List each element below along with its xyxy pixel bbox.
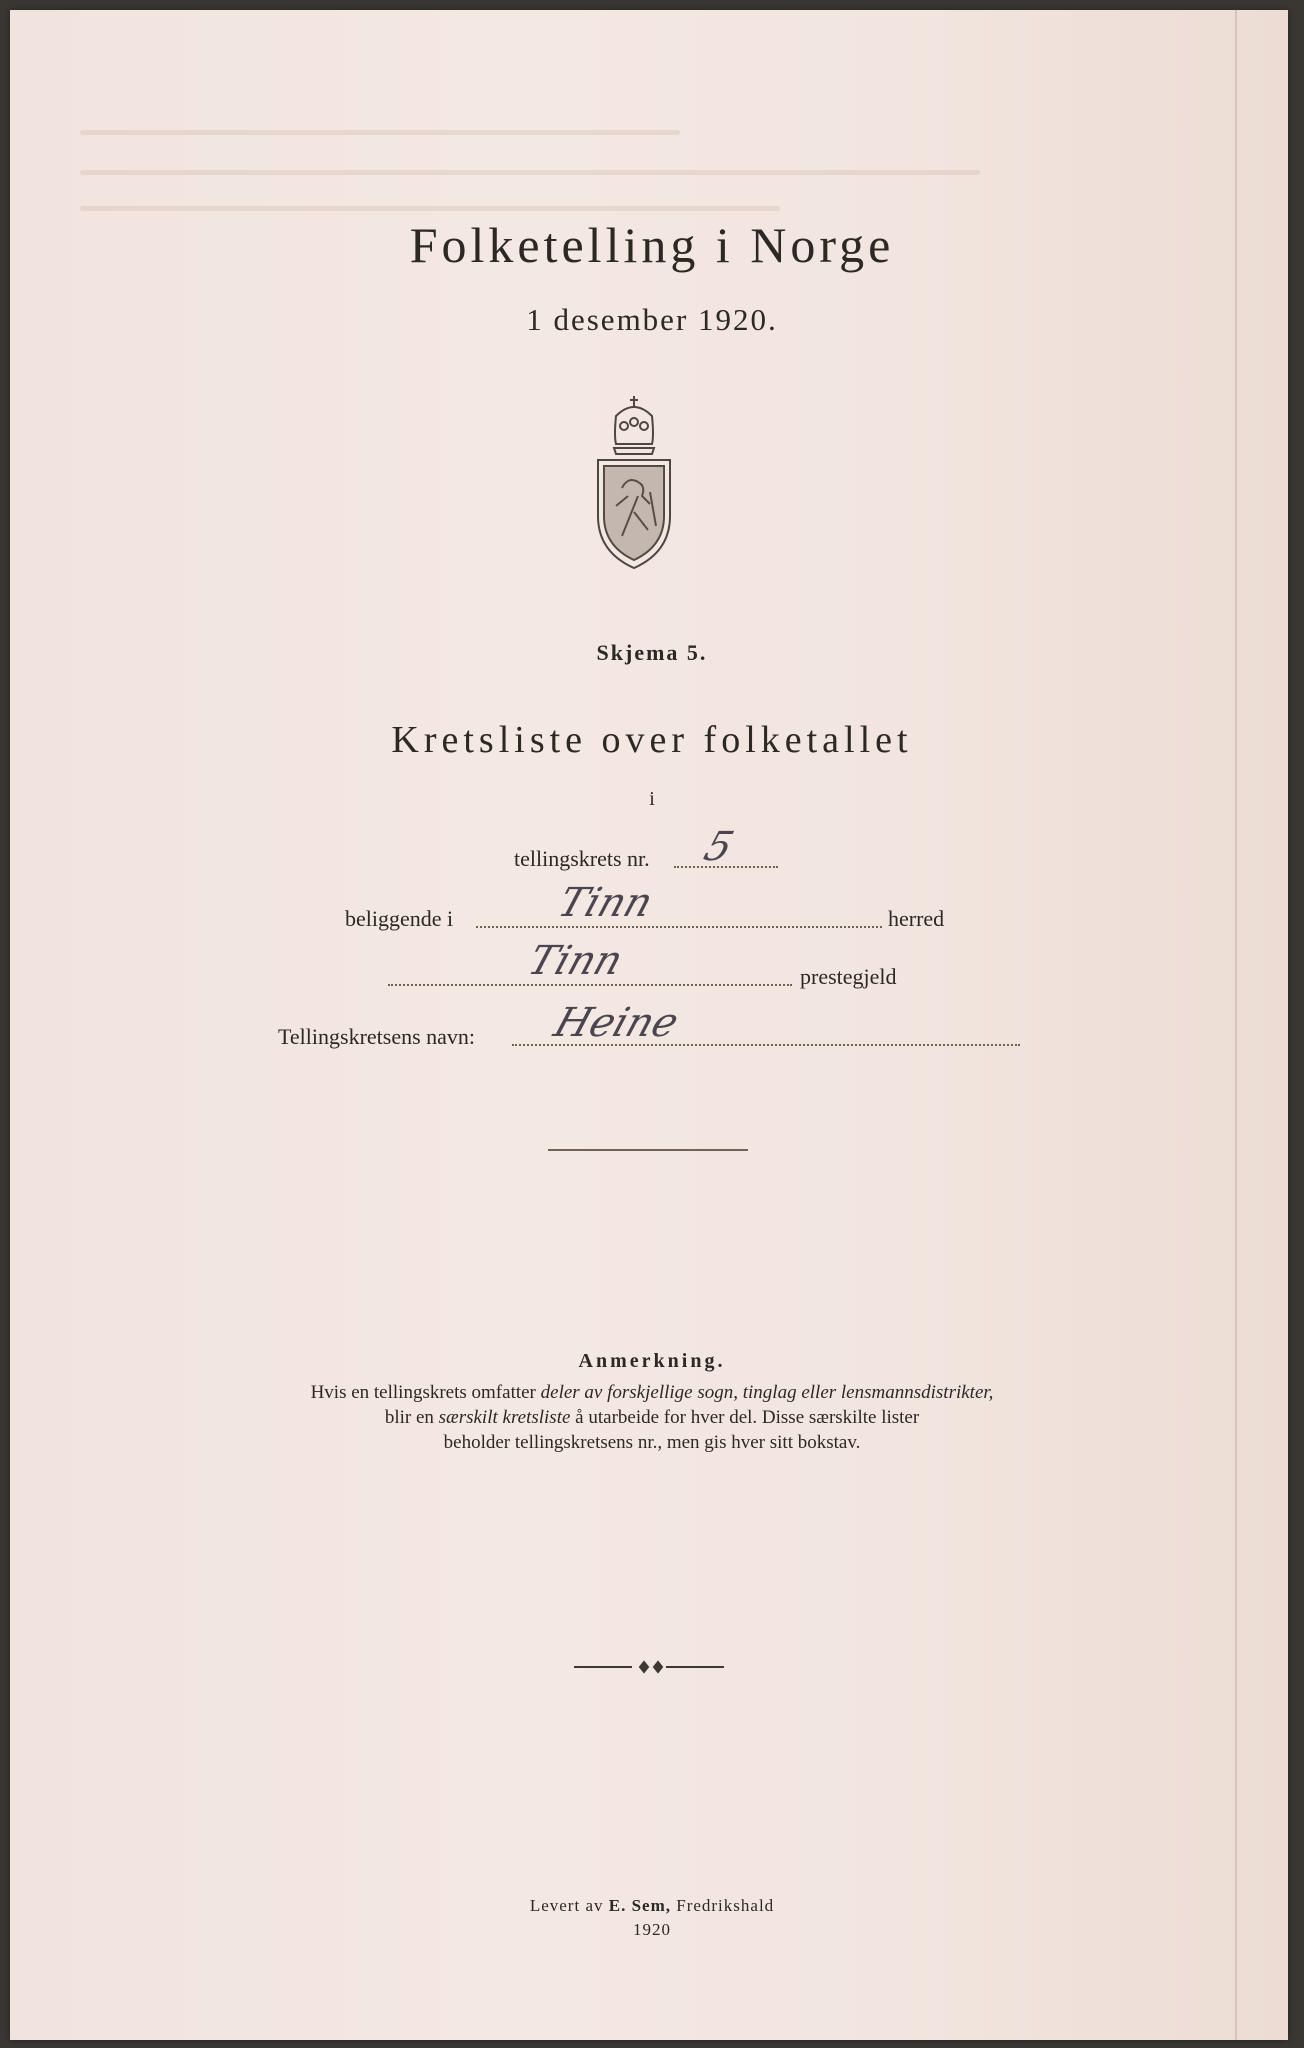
bleed-through-mark (80, 206, 780, 211)
location-label: beliggende i (345, 906, 454, 931)
district-number-label: tellingskrets nr. (514, 846, 650, 871)
remark-title: Anmerkning. (578, 1350, 726, 1372)
printer-city: Fredrikshald (670, 1896, 775, 1915)
printer-name: E. Sem, (608, 1896, 671, 1915)
remark-text-italic: særskilt kretsliste (438, 1407, 571, 1428)
form-heading: Kretsliste over folketallet (391, 719, 913, 761)
star-ornament-icon (574, 1659, 724, 1675)
divider (548, 1149, 748, 1151)
bleed-through-mark (80, 130, 680, 135)
remark-text: blir en (384, 1407, 439, 1428)
remark-line-3: beholder tellingskretsens nr., men gis hver sitt bokstav. (443, 1432, 861, 1453)
district-number-value: 5 (698, 824, 739, 870)
location-value: Tinn (552, 880, 659, 926)
page-title: Folketelling i Norge (409, 217, 895, 273)
census-date: 1 desember 1920. (526, 302, 778, 337)
remark-line-1 (0, 1382, 1304, 1404)
printer-year: 1920 (633, 1920, 671, 1939)
district-name-value: Heine (548, 1000, 685, 1046)
parish-line (388, 984, 792, 986)
parish-value: Tinn (522, 938, 629, 984)
connector-word: i (649, 788, 655, 810)
parish-label: prestegjeld (800, 964, 897, 989)
remark-line-2 (0, 1407, 1304, 1429)
remark-text-italic: deler av forskjellige sogn, tinglag eller lensmannsdistrikter, (540, 1382, 994, 1403)
remark-text: Hvis en tellingskrets omfatter (310, 1382, 541, 1403)
district-name-label: Tellingskretsens navn: (278, 1024, 476, 1049)
remark-text: å utarbeide for hver del. Disse særskilte lister (570, 1407, 920, 1428)
location-line (476, 926, 882, 928)
herred-label: herred (888, 906, 945, 931)
schema-label: Skjema 5. (596, 640, 708, 665)
bleed-through-mark (80, 170, 980, 175)
printer-credit (0, 1896, 1304, 1916)
district-number-line (674, 866, 778, 868)
printer-prefix: Levert av (529, 1896, 609, 1915)
norwegian-coat-of-arms-icon (594, 396, 674, 572)
